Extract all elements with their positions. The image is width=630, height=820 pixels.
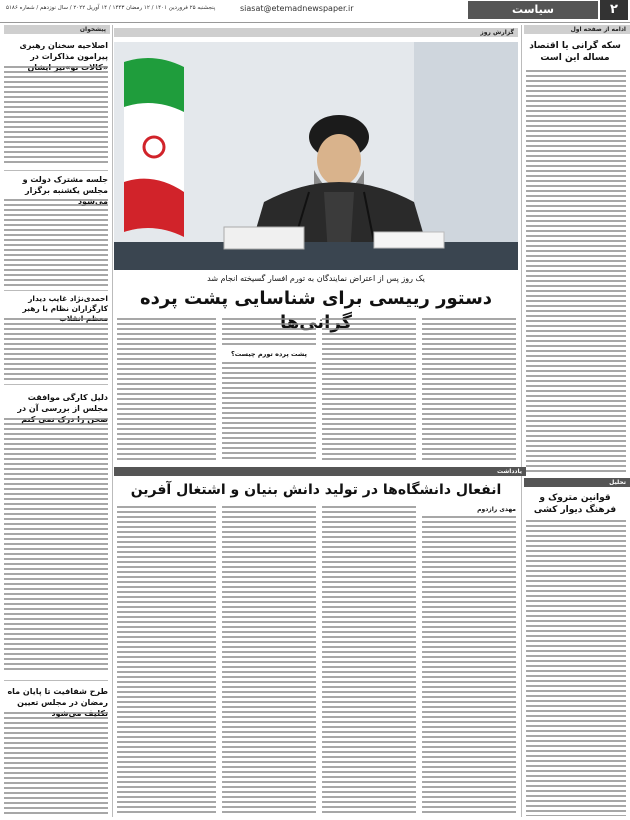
note-label (114, 467, 526, 476)
right-column-headline-2: قوانین متروک و فرهنگ دیوار کشی (533, 493, 617, 515)
second-story-col-1 (422, 516, 516, 816)
left-column-label: پیشخوان (4, 25, 110, 34)
page-header (0, 0, 630, 23)
main-story-col-2 (322, 318, 416, 460)
left-item-1-body (4, 66, 108, 166)
right-column-headline: سکه گرانی یا اقتصاد مساله این است (529, 41, 621, 63)
left-item-2-body (4, 199, 108, 287)
column-divider-left (112, 25, 113, 817)
left-divider-2 (4, 290, 108, 291)
second-story-col-4 (117, 506, 216, 816)
page-number: ۲ (600, 0, 628, 20)
report-label: گزارش روز (114, 28, 518, 37)
left-item-5-body (4, 712, 108, 816)
left-divider-1 (4, 170, 108, 171)
section-title: سیاست (468, 1, 598, 19)
left-item-4-body (4, 418, 108, 673)
left-item-1-headline: اصلاحیه سخنان رهبری پیرامون مذاکرات در «کالات نو»نیز ایشان (19, 41, 108, 72)
left-divider-4 (4, 680, 108, 681)
second-headline: انفعال دانشگاه‌ها در تولید دانش بنیان و اشتغال آفرین (130, 482, 502, 498)
main-headline: دستور رییسی برای شناسایی پشت پرده گرانی‌ها (139, 288, 493, 333)
website-address: siasat@etemadnewspaper.ir (240, 4, 354, 13)
date-line: پنجشنبه ۲۵ فروردین ۱۴۰۱ / ۱۲ رمضان ۱۴۴۳ / ۱۴ آوریل ۲۰۲۲ / سال نوزدهم / شماره ۵۱۸۶ (6, 5, 216, 11)
main-story-col-3b (222, 362, 316, 460)
left-item-5-headline: طرح شفافیت تا پایان ماه رمضان در مجلس تعیین تکلیف می‌شود (7, 687, 108, 718)
byline: مهدی رازدوم (477, 506, 516, 513)
right-column-body-2 (526, 520, 626, 816)
photo-caption: یک روز پس از اعتراض نمایندگان به تورم افسار گسیخته انجام شد (207, 274, 425, 283)
right-column-label-2: تحلیل (524, 478, 630, 487)
left-item-3-headline: احمدی‌نژاد غایب دیدار کارگزاران نظام با رهبر معظم انقلاب (22, 294, 108, 323)
column-divider (521, 25, 522, 817)
main-story-subhead: پشت پرده تورم چیست؟ (230, 350, 307, 358)
main-story-col-1 (422, 318, 516, 460)
main-story-col-4 (117, 318, 216, 460)
right-column-body (526, 70, 626, 475)
main-photo (114, 42, 518, 270)
second-story-col-2 (322, 506, 416, 816)
left-item-3-body (4, 318, 108, 380)
main-story-col-3a (222, 318, 316, 348)
note-label-text: یادداشت (497, 468, 522, 475)
left-item-4-headline: دلیل کارگی موافقت مجلس از بررسی آن در صحن را درک نمی کنم (17, 393, 108, 424)
president-photo-illustration (114, 42, 518, 270)
right-column-label: ادامه از صفحه اول (524, 25, 630, 34)
second-story-col-3 (222, 506, 316, 816)
left-item-2-headline: جلسه مشترک دولت و مجلس یکشنبه برگزار می‌شود (22, 175, 108, 206)
left-divider-3 (4, 384, 108, 385)
